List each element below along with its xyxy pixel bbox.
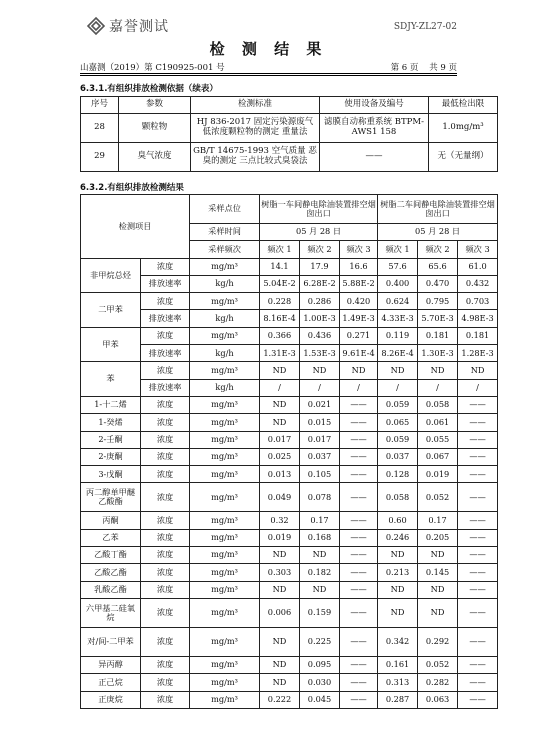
unit: kg/h xyxy=(190,345,260,362)
table-row xyxy=(81,691,498,708)
value-cell: —— xyxy=(458,674,498,691)
value-cell: / xyxy=(260,379,300,396)
equipment: —— xyxy=(320,143,429,172)
header-rule xyxy=(80,73,457,74)
value-cell: 0.119 xyxy=(378,327,418,344)
value-cell: 0.246 xyxy=(378,529,418,546)
value-cell: ND xyxy=(260,627,300,656)
value-cell: —— xyxy=(458,414,498,431)
column-header: 使用设备及编号 xyxy=(320,97,429,114)
value-cell: 0.624 xyxy=(378,293,418,310)
parameter: 浓度 xyxy=(141,581,190,598)
item-name: 3-戊酮 xyxy=(81,466,141,483)
value-cell: 0.049 xyxy=(260,483,300,512)
frequency-header: 频次 1 xyxy=(260,241,300,258)
value-cell: / xyxy=(378,379,418,396)
sampling-date-2: 05 月 28 日 xyxy=(378,224,498,241)
value-cell: ND xyxy=(418,547,458,564)
value-cell: 1.30E-3 xyxy=(418,345,458,362)
parameter: 臭气浓度 xyxy=(119,143,191,172)
site-label: 采样点位 xyxy=(190,195,260,224)
value-cell: ND xyxy=(260,674,300,691)
unit: kg/h xyxy=(190,310,260,327)
value-cell: 0.052 xyxy=(418,656,458,673)
table-row xyxy=(81,483,498,512)
value-cell: 0.037 xyxy=(300,448,340,465)
table-row xyxy=(81,414,498,431)
value-cell: 0.013 xyxy=(260,466,300,483)
value-cell: 0.420 xyxy=(340,293,378,310)
table-row xyxy=(81,431,498,448)
value-cell: 0.292 xyxy=(418,627,458,656)
parameter: 浓度 xyxy=(141,258,190,275)
frequency-header: 频次 2 xyxy=(418,241,458,258)
value-cell: 5.70E-3 xyxy=(418,310,458,327)
value-cell: ND xyxy=(340,362,378,379)
value-cell: —— xyxy=(340,656,378,673)
value-cell: 0.045 xyxy=(300,691,340,708)
total-pages: 共 9 页 xyxy=(429,63,457,73)
parameter: 浓度 xyxy=(141,512,190,529)
value-cell: —— xyxy=(458,656,498,673)
value-cell: 0.17 xyxy=(300,512,340,529)
value-cell: 0.181 xyxy=(418,327,458,344)
unit: mg/m³ xyxy=(190,414,260,431)
value-cell: 0.078 xyxy=(300,483,340,512)
value-cell: / xyxy=(418,379,458,396)
parameter: 浓度 xyxy=(141,327,190,344)
detection-limit: 无（无量纲） xyxy=(429,143,498,172)
item-name: 对/间-二甲苯 xyxy=(81,627,141,656)
document-code: SDJY-ZL27-02 xyxy=(393,22,457,32)
parameter: 浓度 xyxy=(141,414,190,431)
column-header: 序号 xyxy=(81,97,119,114)
value-cell: 0.470 xyxy=(418,275,458,292)
value-cell: 0.063 xyxy=(418,691,458,708)
detection-basis-table xyxy=(80,96,498,172)
value-cell: ND xyxy=(300,581,340,598)
value-cell: 0.228 xyxy=(260,293,300,310)
value-cell: 0.286 xyxy=(300,293,340,310)
unit: mg/m³ xyxy=(190,293,260,310)
table-row xyxy=(81,310,498,327)
value-cell: ND xyxy=(378,598,418,627)
value-cell: —— xyxy=(340,547,378,564)
frequency-label: 采样频次 xyxy=(190,241,260,258)
value-cell: / xyxy=(458,379,498,396)
value-cell: 0.058 xyxy=(378,483,418,512)
value-cell: 0.145 xyxy=(418,564,458,581)
equipment: 滤膜自动称重系统 BTPM-AWS1 158 xyxy=(320,114,429,143)
value-cell: —— xyxy=(340,581,378,598)
unit: mg/m³ xyxy=(190,258,260,275)
value-cell: 0.159 xyxy=(300,598,340,627)
parameter: 排放速率 xyxy=(141,345,190,362)
value-cell: —— xyxy=(458,431,498,448)
site-1: 树脂一车间静电除油装置排空烟囱出口 xyxy=(260,195,378,224)
parameter: 浓度 xyxy=(141,466,190,483)
unit: mg/m³ xyxy=(190,627,260,656)
value-cell: 0.021 xyxy=(300,396,340,413)
value-cell: ND xyxy=(378,362,418,379)
value-cell: 0.432 xyxy=(458,275,498,292)
unit: mg/m³ xyxy=(190,466,260,483)
value-cell: 0.225 xyxy=(300,627,340,656)
unit: mg/m³ xyxy=(190,564,260,581)
table-row xyxy=(81,345,498,362)
sampling-date-1: 05 月 28 日 xyxy=(260,224,378,241)
unit: mg/m³ xyxy=(190,362,260,379)
unit: mg/m³ xyxy=(190,581,260,598)
value-cell: 0.17 xyxy=(418,512,458,529)
value-cell: 0.32 xyxy=(260,512,300,529)
parameter: 浓度 xyxy=(141,564,190,581)
parameter: 浓度 xyxy=(141,431,190,448)
value-cell: ND xyxy=(378,547,418,564)
parameter: 浓度 xyxy=(141,362,190,379)
value-cell: 0.065 xyxy=(378,414,418,431)
item-name: 六甲基二硅氧烷 xyxy=(81,598,141,627)
value-cell: ND xyxy=(300,362,340,379)
value-cell: 0.795 xyxy=(418,293,458,310)
value-cell: 0.60 xyxy=(378,512,418,529)
value-cell: 0.019 xyxy=(260,529,300,546)
value-cell: —— xyxy=(458,512,498,529)
value-cell: —— xyxy=(340,674,378,691)
item-name: 乙酸乙酯 xyxy=(81,564,141,581)
unit: mg/m³ xyxy=(190,674,260,691)
value-cell: 0.017 xyxy=(300,431,340,448)
value-cell: 1.53E-3 xyxy=(300,345,340,362)
value-cell: 0.282 xyxy=(418,674,458,691)
parameter: 浓度 xyxy=(141,293,190,310)
item-name: 丙二醇单甲醚乙酸酯 xyxy=(81,483,141,512)
unit: mg/m³ xyxy=(190,529,260,546)
parameter: 浓度 xyxy=(141,627,190,656)
standard: HJ 836-2017 固定污染源废气 低浓度颗粒物的测定 重量法 xyxy=(191,114,320,143)
value-cell: 1.00E-3 xyxy=(300,310,340,327)
value-cell: —— xyxy=(340,431,378,448)
table-row xyxy=(81,258,498,275)
parameter: 浓度 xyxy=(141,547,190,564)
parameter: 排放速率 xyxy=(141,310,190,327)
column-header: 参数 xyxy=(119,97,191,114)
value-cell: 0.052 xyxy=(418,483,458,512)
table-row xyxy=(81,362,498,379)
item-name: 二甲苯 xyxy=(81,293,141,328)
value-cell: 0.213 xyxy=(378,564,418,581)
unit: kg/h xyxy=(190,379,260,396)
table-row xyxy=(81,529,498,546)
value-cell: 6.28E-2 xyxy=(300,275,340,292)
value-cell: 1.49E-3 xyxy=(340,310,378,327)
value-cell: 0.400 xyxy=(378,275,418,292)
time-label: 采样时间 xyxy=(190,224,260,241)
unit: mg/m³ xyxy=(190,483,260,512)
value-cell: 1.31E-3 xyxy=(260,345,300,362)
value-cell: 0.168 xyxy=(300,529,340,546)
table-row xyxy=(81,143,498,172)
value-cell: 0.342 xyxy=(378,627,418,656)
value-cell: —— xyxy=(340,483,378,512)
table-row xyxy=(81,275,498,292)
value-cell: 0.015 xyxy=(300,414,340,431)
value-cell: —— xyxy=(340,512,378,529)
value-cell: 0.058 xyxy=(418,396,458,413)
frequency-header: 频次 2 xyxy=(300,241,340,258)
parameter: 浓度 xyxy=(141,656,190,673)
column-header: 检测标准 xyxy=(191,97,320,114)
value-cell: 0.067 xyxy=(418,448,458,465)
value-cell: 0.105 xyxy=(300,466,340,483)
value-cell: —— xyxy=(340,598,378,627)
value-cell: —— xyxy=(458,396,498,413)
section-heading-basis: 6.3.1.有组织排放检测依据（续表） xyxy=(80,84,218,94)
parameter: 浓度 xyxy=(141,529,190,546)
value-cell: ND xyxy=(260,362,300,379)
item-name: 正庚烷 xyxy=(81,691,141,708)
table-row xyxy=(81,564,498,581)
value-cell: 61.0 xyxy=(458,258,498,275)
value-cell: ND xyxy=(260,414,300,431)
value-cell: ND xyxy=(458,362,498,379)
table-row xyxy=(81,293,498,310)
value-cell: 0.222 xyxy=(260,691,300,708)
item-name: 苯 xyxy=(81,362,141,397)
item-header: 检测项目 xyxy=(81,195,190,259)
site-2: 树脂二车间静电除油装置排空烟囱出口 xyxy=(378,195,498,224)
value-cell: 0.017 xyxy=(260,431,300,448)
unit: mg/m³ xyxy=(190,448,260,465)
value-cell: —— xyxy=(340,414,378,431)
parameter: 浓度 xyxy=(141,483,190,512)
table-header-row xyxy=(81,97,498,114)
table-row xyxy=(81,448,498,465)
value-cell: —— xyxy=(458,547,498,564)
value-cell: / xyxy=(340,379,378,396)
page-number: 第 6 页 xyxy=(390,63,419,73)
logo-text: 嘉誉测试 xyxy=(109,19,169,35)
logo-icon xyxy=(86,16,106,36)
unit: mg/m³ xyxy=(190,327,260,344)
frequency-header: 频次 1 xyxy=(378,241,418,258)
value-cell: 0.366 xyxy=(260,327,300,344)
table-row xyxy=(81,379,498,396)
header-rule-double xyxy=(80,75,457,76)
value-cell: —— xyxy=(458,448,498,465)
value-cell: 5.88E-2 xyxy=(340,275,378,292)
value-cell: 0.059 xyxy=(378,396,418,413)
value-cell: 0.055 xyxy=(418,431,458,448)
parameter: 颗粒物 xyxy=(119,114,191,143)
value-cell: 17.9 xyxy=(300,258,340,275)
parameter: 浓度 xyxy=(141,691,190,708)
unit: mg/m³ xyxy=(190,396,260,413)
company-logo xyxy=(86,16,169,36)
parameter: 浓度 xyxy=(141,674,190,691)
value-cell: —— xyxy=(340,691,378,708)
value-cell: 0.161 xyxy=(378,656,418,673)
table-row xyxy=(81,674,498,691)
unit: kg/h xyxy=(190,275,260,292)
value-cell: 0.025 xyxy=(260,448,300,465)
emission-results-table xyxy=(80,194,498,709)
value-cell: —— xyxy=(340,564,378,581)
item-name: 乙酸丁酯 xyxy=(81,547,141,564)
unit: mg/m³ xyxy=(190,691,260,708)
value-cell: 0.182 xyxy=(300,564,340,581)
report-number: 山嘉测（2019）第 C190925-001 号 xyxy=(80,63,225,73)
standard: GB/T 14675-1993 空气质量 恶臭的测定 三点比较式臭袋法 xyxy=(191,143,320,172)
value-cell: 0.303 xyxy=(260,564,300,581)
value-cell: —— xyxy=(458,691,498,708)
value-cell: 0.030 xyxy=(300,674,340,691)
value-cell: —— xyxy=(340,396,378,413)
frequency-header: 频次 3 xyxy=(458,241,498,258)
table-row xyxy=(81,114,498,143)
section-heading-results: 6.3.2.有组织排放检测结果 xyxy=(80,183,184,193)
value-cell: 8.16E-4 xyxy=(260,310,300,327)
unit: mg/m³ xyxy=(190,547,260,564)
value-cell: 0.019 xyxy=(418,466,458,483)
table-row xyxy=(81,581,498,598)
item-name: 2-庚酮 xyxy=(81,448,141,465)
value-cell: 0.703 xyxy=(458,293,498,310)
value-cell: 5.04E-2 xyxy=(260,275,300,292)
value-cell: ND xyxy=(260,547,300,564)
value-cell: 0.128 xyxy=(378,466,418,483)
value-cell: —— xyxy=(340,529,378,546)
item-name: 异丙醇 xyxy=(81,656,141,673)
value-cell: ND xyxy=(418,598,458,627)
value-cell: —— xyxy=(458,529,498,546)
table-row xyxy=(81,598,498,627)
value-cell: 0.181 xyxy=(458,327,498,344)
parameter: 浓度 xyxy=(141,598,190,627)
value-cell: 0.205 xyxy=(418,529,458,546)
value-cell: ND xyxy=(300,547,340,564)
table-row xyxy=(81,327,498,344)
value-cell: 0.061 xyxy=(418,414,458,431)
parameter: 排放速率 xyxy=(141,275,190,292)
parameter: 浓度 xyxy=(141,396,190,413)
value-cell: —— xyxy=(458,598,498,627)
value-cell: 4.33E-3 xyxy=(378,310,418,327)
value-cell: 57.6 xyxy=(378,258,418,275)
table-row xyxy=(81,466,498,483)
value-cell: 0.095 xyxy=(300,656,340,673)
item-name: 甲苯 xyxy=(81,327,141,362)
table-row xyxy=(81,656,498,673)
detection-limit: 1.0mg/m³ xyxy=(429,114,498,143)
value-cell: —— xyxy=(458,466,498,483)
unit: mg/m³ xyxy=(190,431,260,448)
value-cell: —— xyxy=(458,627,498,656)
value-cell: —— xyxy=(340,448,378,465)
value-cell: 0.436 xyxy=(300,327,340,344)
value-cell: 9.61E-4 xyxy=(340,345,378,362)
value-cell: 0.287 xyxy=(378,691,418,708)
page-title: 检 测 结 果 xyxy=(209,40,328,58)
item-name: 非甲烷总烃 xyxy=(81,258,141,293)
unit: mg/m³ xyxy=(190,656,260,673)
value-cell: —— xyxy=(458,581,498,598)
value-cell: ND xyxy=(418,581,458,598)
value-cell: ND xyxy=(260,396,300,413)
table-row xyxy=(81,396,498,413)
value-cell: / xyxy=(300,379,340,396)
value-cell: 0.059 xyxy=(378,431,418,448)
item-name: 正己烷 xyxy=(81,674,141,691)
value-cell: —— xyxy=(340,466,378,483)
report-subheader xyxy=(80,61,457,73)
value-cell: ND xyxy=(418,362,458,379)
row-number: 29 xyxy=(81,143,119,172)
frequency-header: 频次 3 xyxy=(340,241,378,258)
unit: mg/m³ xyxy=(190,512,260,529)
value-cell: —— xyxy=(340,627,378,656)
value-cell: 14.1 xyxy=(260,258,300,275)
value-cell: 16.6 xyxy=(340,258,378,275)
item-name: 乳酸乙酯 xyxy=(81,581,141,598)
table-row xyxy=(81,512,498,529)
row-number: 28 xyxy=(81,114,119,143)
table-row xyxy=(81,547,498,564)
value-cell: 0.313 xyxy=(378,674,418,691)
value-cell: 0.037 xyxy=(378,448,418,465)
value-cell: —— xyxy=(458,564,498,581)
value-cell: ND xyxy=(378,581,418,598)
item-name: 丙酮 xyxy=(81,512,141,529)
item-name: 1-癸烯 xyxy=(81,414,141,431)
table-row xyxy=(81,627,498,656)
table-header-row xyxy=(81,195,498,224)
value-cell: 1.28E-3 xyxy=(458,345,498,362)
value-cell: 0.271 xyxy=(340,327,378,344)
column-header: 最低检出限 xyxy=(429,97,498,114)
unit: mg/m³ xyxy=(190,598,260,627)
parameter: 排放速率 xyxy=(141,379,190,396)
value-cell: 0.006 xyxy=(260,598,300,627)
value-cell: —— xyxy=(458,483,498,512)
item-name: 1-十二烯 xyxy=(81,396,141,413)
item-name: 乙苯 xyxy=(81,529,141,546)
value-cell: 8.26E-4 xyxy=(378,345,418,362)
value-cell: ND xyxy=(260,581,300,598)
parameter: 浓度 xyxy=(141,448,190,465)
page-indicator xyxy=(391,61,457,73)
value-cell: 4.98E-3 xyxy=(458,310,498,327)
item-name: 2-壬酮 xyxy=(81,431,141,448)
value-cell: 65.6 xyxy=(418,258,458,275)
value-cell: ND xyxy=(260,656,300,673)
